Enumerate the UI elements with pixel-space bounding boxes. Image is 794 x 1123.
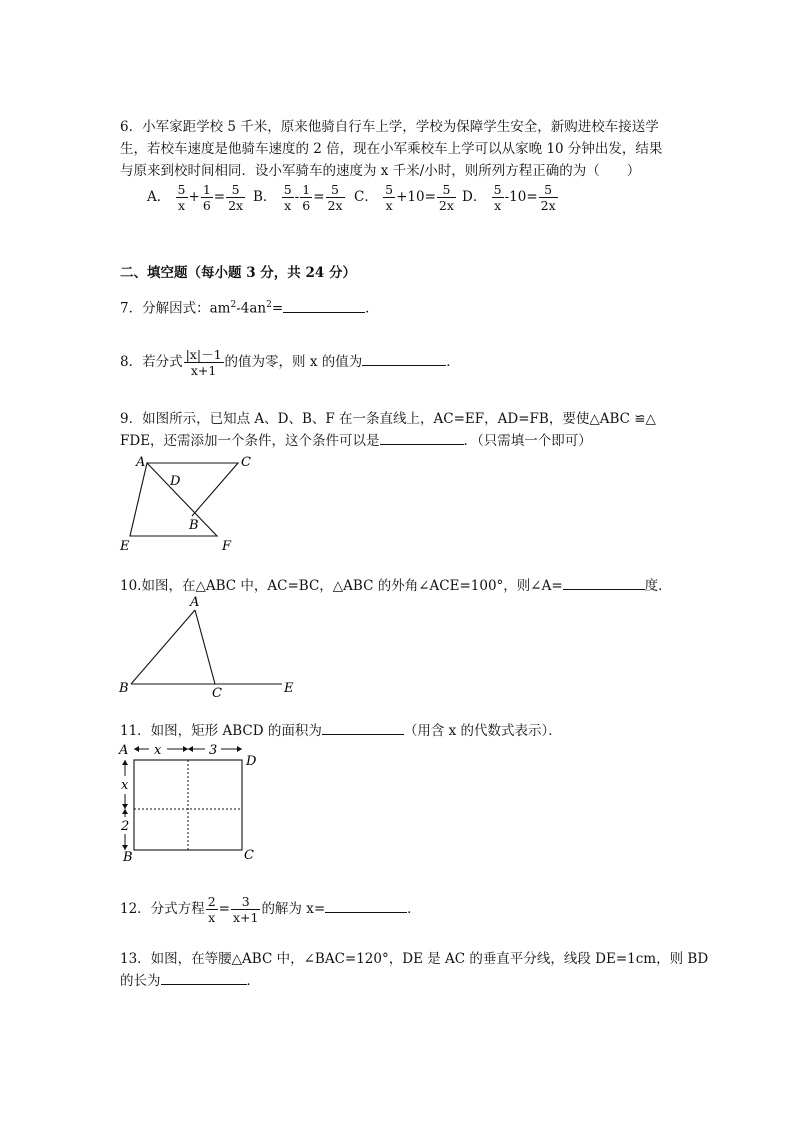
q6-line-2: 生，若校车速度是他骑车速度的 2 倍，现在小军乘校车上学可以从家晚 10 分钟出发，结果 — [120, 141, 663, 157]
fraction: $\frac{5}{2x}$ — [438, 182, 454, 213]
fraction: $\frac{5}{2x}$ — [540, 182, 556, 213]
arrow-head — [183, 746, 188, 752]
q6-line-3: 与原来到校时间相同．设小军骑车的速度为 x 千米/小时，则所列方程正确的为（ ） — [120, 163, 641, 179]
option-label: A． — [147, 189, 171, 205]
answer-blank[interactable] — [362, 351, 446, 366]
label-C: C — [244, 848, 254, 863]
q12: 12．分式方程 $\frac{2}{x}$ = $\frac{3}{x+1}$ 的解为 x= ． — [120, 894, 421, 925]
q9-figure — [110, 450, 260, 555]
arrow-head — [122, 809, 128, 814]
dim-label-2: 2 — [121, 819, 130, 834]
option-label: C． — [354, 189, 378, 205]
q13-line-2: 的长为 ． — [120, 970, 260, 992]
label-C: C — [241, 455, 251, 470]
fraction: $\frac{1}{6}$ — [302, 182, 311, 213]
arrow-head — [188, 746, 193, 752]
q6-option-a: A． $\frac{5}{x}$ + $\frac{1}{6}$ = $\frac{5}{2x}$ — [147, 182, 244, 213]
arrow-head — [134, 746, 139, 752]
q9-line-2: FDE，还需添加一个条件，这个条件可以是 ．（只需填一个即可） — [120, 430, 592, 452]
label-C: C — [212, 686, 222, 700]
arrow-head — [237, 746, 242, 752]
label-B: B — [119, 681, 129, 696]
dim-label-x: x — [154, 743, 162, 758]
fraction: $\frac{1}{6}$ — [202, 182, 211, 213]
fraction: $\frac{5}{x}$ — [177, 182, 186, 213]
section-title: 二、填空题（每小题 3 分，共 24 分） — [120, 265, 356, 281]
q7: 7．分解因式：$am^2-4an^2=$ ． — [120, 294, 379, 320]
triangle-ACB — [147, 463, 238, 516]
label-E: E — [120, 539, 130, 554]
label-A: A — [136, 455, 146, 470]
fraction: $\frac{5}{x}$ — [283, 182, 292, 213]
q6-option-b: B． $\frac{5}{x}$ - $\frac{1}{6}$ = $\frac{5}{2x}$ — [253, 182, 343, 213]
segment-AC — [195, 610, 215, 684]
answer-blank[interactable] — [161, 970, 247, 985]
arrow-head — [122, 804, 128, 809]
label-D: D — [170, 474, 181, 489]
label-F: F — [222, 539, 232, 554]
q8: 8．若分式 $\frac{|x|-1}{x+1}$ 的值为零，则 x 的值为 ． — [120, 347, 460, 378]
label-D: D — [246, 754, 257, 769]
dim-label-x-left: x — [121, 778, 129, 793]
fraction: $\frac{|x|-1}{x+1}$ — [185, 347, 222, 378]
q6-line-1: 6．小军家距学校 5 千米，原来他骑自行车上学，学校为保障学生安全，新购进校车接送学 — [120, 119, 659, 135]
label-B: B — [123, 850, 133, 864]
q11-figure — [112, 738, 272, 864]
label-A: A — [119, 743, 129, 758]
label-B: B — [189, 518, 199, 533]
q10: 10.如图，在△ABC 中，AC=BC，△ABC 的外角∠ACE=100°，则∠A= 度． — [120, 575, 672, 597]
arrow-head — [122, 760, 128, 765]
label-A: A — [190, 595, 200, 610]
fraction: $\frac{5}{x}$ — [385, 182, 394, 213]
answer-blank[interactable] — [380, 430, 464, 445]
fraction: $\frac{3}{x+1}$ — [232, 894, 259, 925]
answer-blank[interactable] — [563, 575, 645, 590]
dim-label-3: 3 — [209, 743, 218, 758]
q6-option-c: C． $\frac{5}{x}$ +10= $\frac{5}{2x}$ — [354, 182, 454, 213]
label-E: E — [284, 681, 294, 696]
fraction: $\frac{5}{x}$ — [493, 182, 502, 213]
answer-blank[interactable] — [325, 898, 407, 913]
q9-line-1: 9．如图所示，已知点 A、D、B、F 在一条直线上，AC=EF，AD=FB，要使△ABC ≌△ — [120, 411, 656, 427]
fraction: $\frac{5}{2x}$ — [228, 182, 244, 213]
fraction: $\frac{5}{2x}$ — [327, 182, 343, 213]
q10-figure — [110, 592, 310, 700]
fraction: $\frac{2}{x}$ — [207, 894, 216, 925]
segment-AB — [131, 610, 195, 684]
option-label: B． — [253, 189, 277, 205]
option-label: D． — [462, 189, 487, 205]
q11: 11．如图，矩形 ABCD 的面积为 （用含 x 的代数式表示）． — [120, 720, 562, 742]
q6-option-d: D． $\frac{5}{x}$ -10= $\frac{5}{2x}$ — [462, 182, 556, 213]
q13-line-1: 13．如图，在等腰△ABC 中，∠BAC=120°，DE 是 AC 的垂直平分线，线段 DE=1cm，则 BD — [120, 951, 709, 967]
answer-blank[interactable] — [322, 720, 404, 735]
answer-blank[interactable] — [283, 298, 365, 313]
